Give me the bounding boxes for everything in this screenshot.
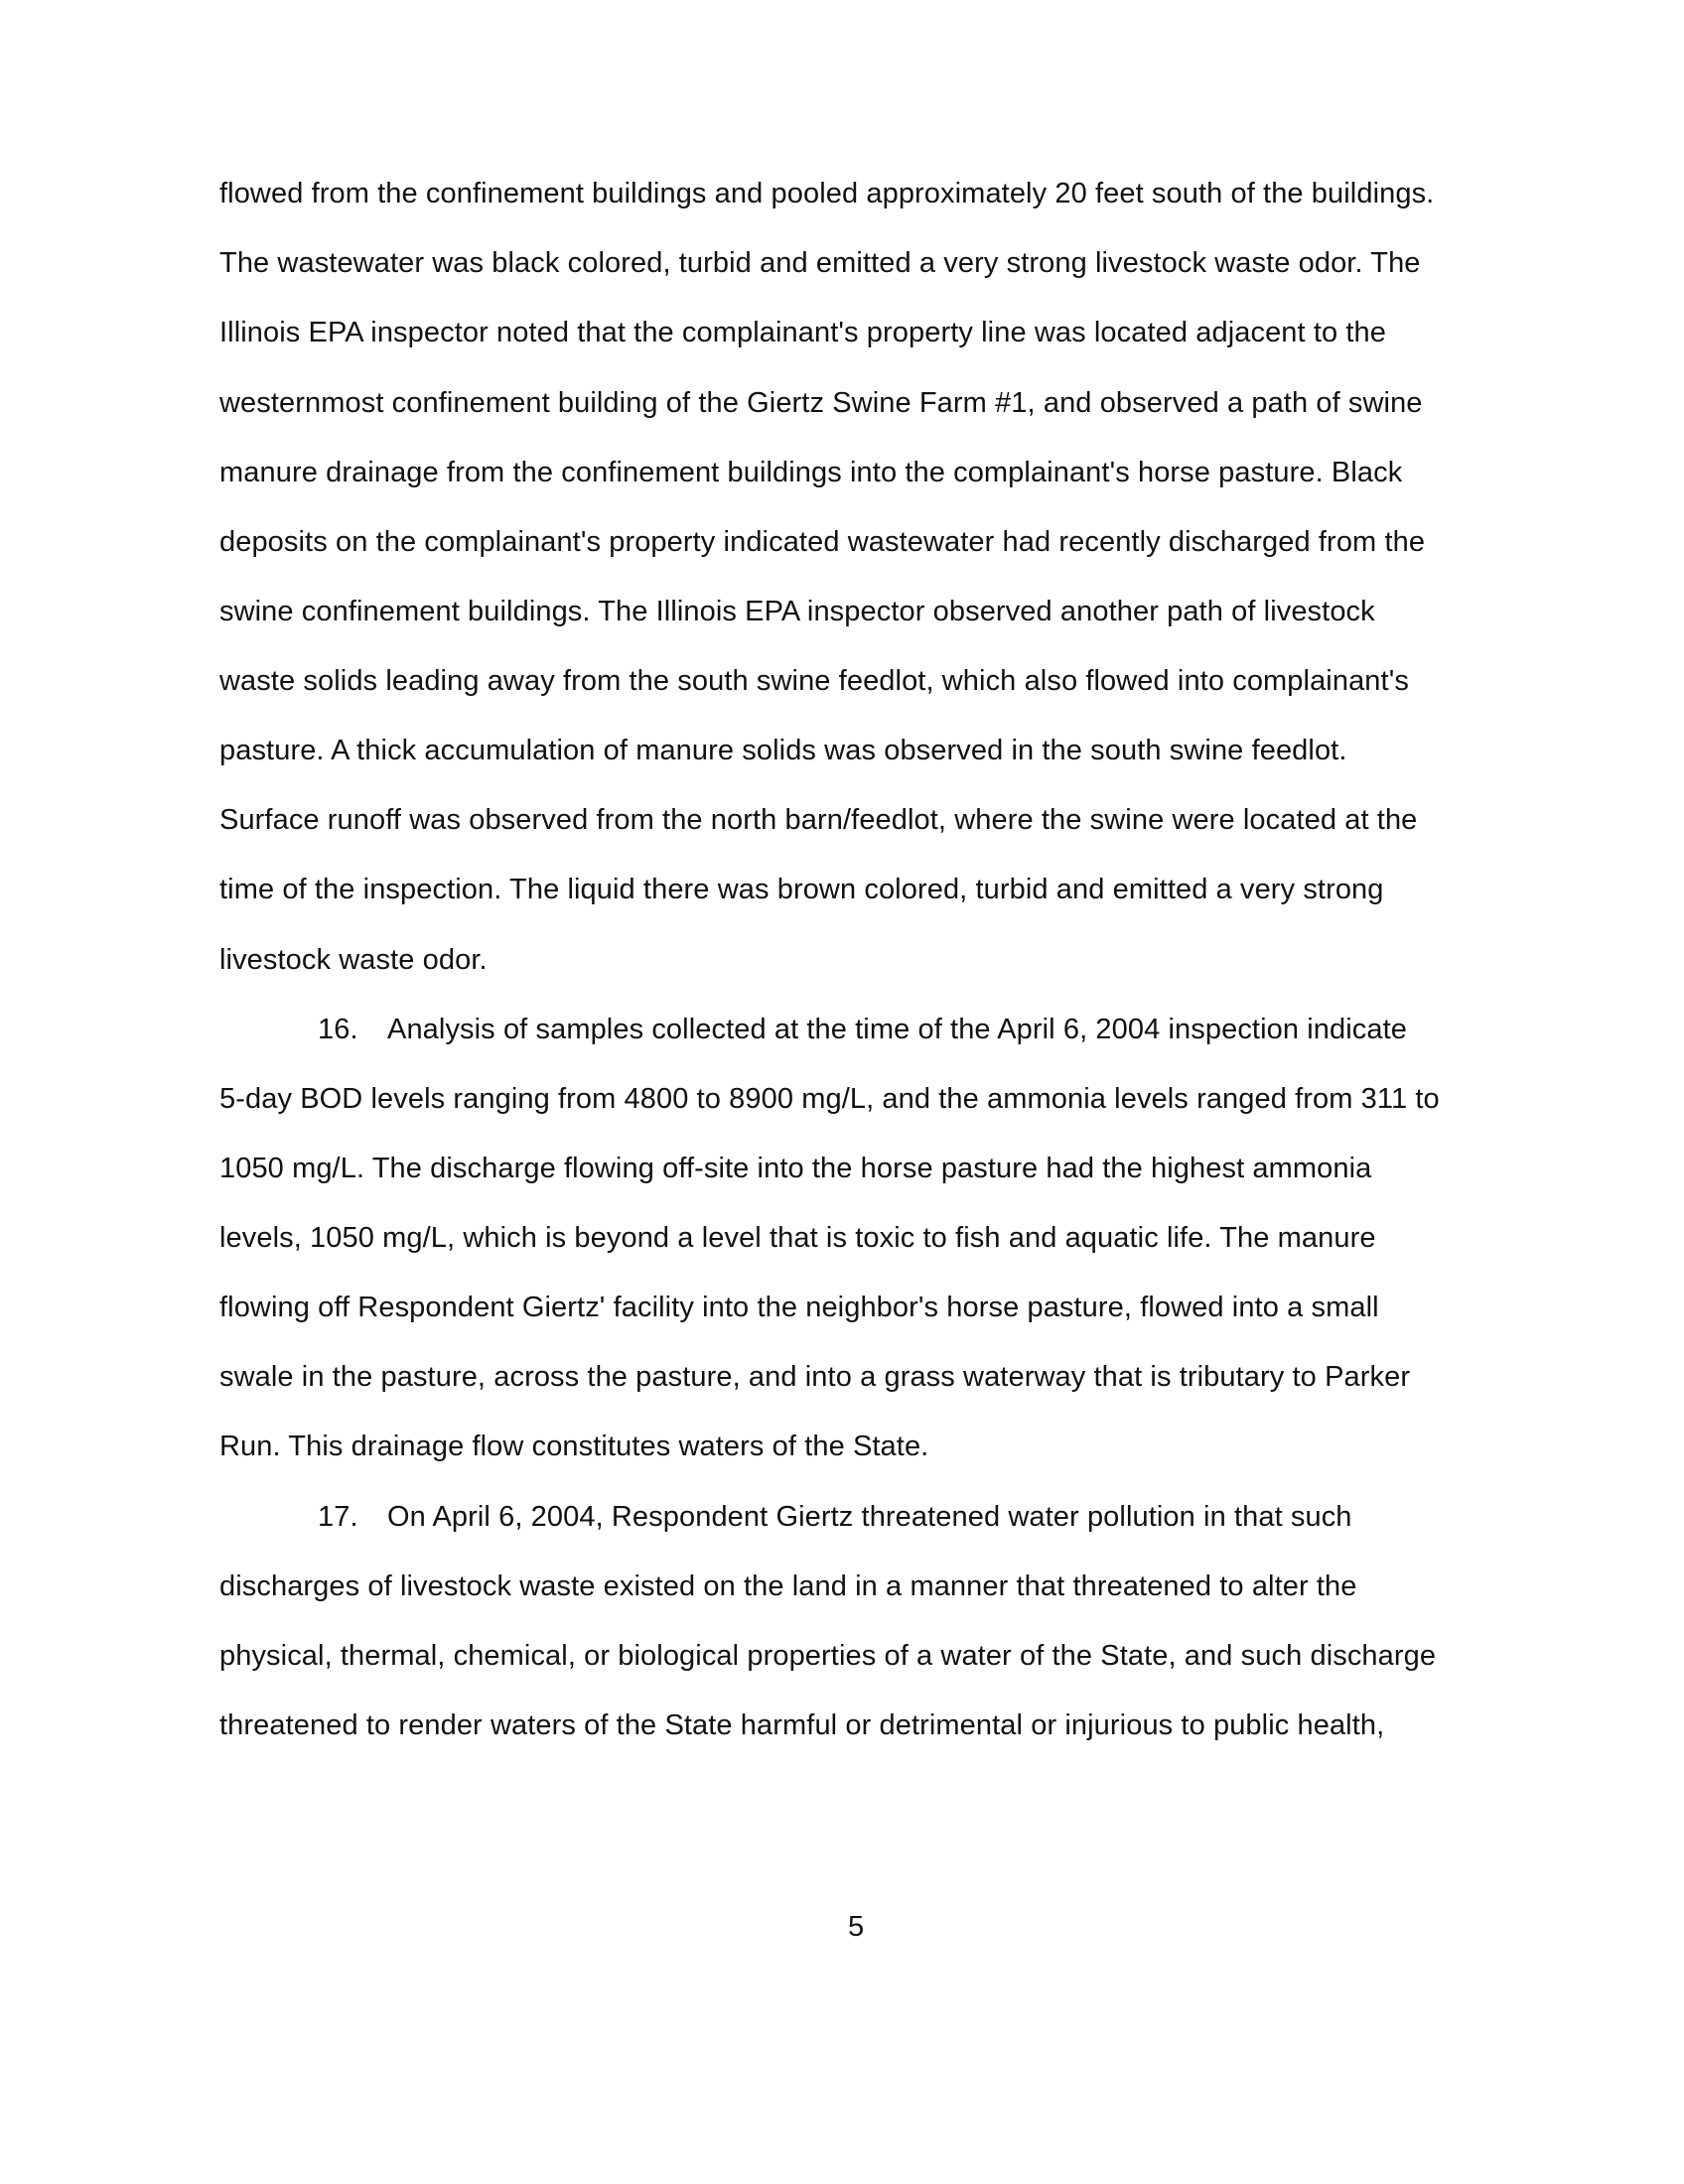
text-line: livestock waste odor. [219, 944, 488, 976]
text-line: manure drainage from the confinement buildings into the complainant's horse pasture. Black [219, 457, 1403, 488]
text-line: levels, 1050 mg/L, which is beyond a level that is toxic to fish and aquatic life. The manure [219, 1222, 1376, 1254]
paragraph-number: 17. [318, 1501, 358, 1533]
page-number: 5 [848, 1911, 865, 1943]
text-line: waste solids leading away from the south swine feedlot, which also flowed into complainant's [219, 665, 1409, 697]
text-line: The wastewater was black colored, turbid and emitted a very strong livestock waste odor. The [219, 247, 1421, 279]
text-line: flowing off Respondent Giertz' facility into the neighbor's horse pasture, flowed into a small [219, 1292, 1379, 1323]
text-line: On April 6, 2004, Respondent Giertz threatened water pollution in that such [387, 1501, 1352, 1533]
text-line: Illinois EPA inspector noted that the complainant's property line was located adjacent to the [219, 317, 1386, 348]
text-line: Analysis of samples collected at the time of the April 6, 2004 inspection indicate [387, 1014, 1407, 1045]
text-line: flowed from the confinement buildings and pooled approximately 20 feet south of the buildings. [219, 178, 1435, 209]
text-line: time of the inspection. The liquid there was brown colored, turbid and emitted a very strong [219, 874, 1384, 905]
text-line: westernmost confinement building of the Giertz Swine Farm #1, and observed a path of swine [219, 387, 1423, 419]
text-line: 5-day BOD levels ranging from 4800 to 8900 mg/L, and the ammonia levels ranged from 311 to [219, 1083, 1440, 1115]
text-line: swine confinement buildings. The Illinois EPA inspector observed another path of livestock [219, 596, 1375, 627]
text-line: discharges of livestock waste existed on the land in a manner that threatened to alter the [219, 1570, 1357, 1602]
text-line: deposits on the complainant's property indicated wastewater had recently discharged from the [219, 526, 1426, 558]
text-line: Run. This drainage flow constitutes waters of the State. [219, 1431, 929, 1462]
paragraph-16-first-line [318, 1013, 1407, 1046]
text-line: physical, thermal, chemical, or biological properties of a water of the State, and such discharge [219, 1640, 1437, 1672]
paragraph-17-first-line [318, 1500, 1352, 1534]
text-line: threatened to render waters of the State harmful or detrimental or injurious to public health, [219, 1709, 1385, 1741]
text-line: Surface runoff was observed from the north barn/feedlot, where the swine were located at the [219, 804, 1418, 836]
text-line: 1050 mg/L. The discharge flowing off-site into the horse pasture had the highest ammonia [219, 1153, 1372, 1184]
text-line: swale in the pasture, across the pasture, and into a grass waterway that is tributary to Parker [219, 1361, 1411, 1393]
paragraph-number: 16. [318, 1014, 358, 1045]
text-line: pasture. A thick accumulation of manure solids was observed in the south swine feedlot. [219, 735, 1347, 766]
